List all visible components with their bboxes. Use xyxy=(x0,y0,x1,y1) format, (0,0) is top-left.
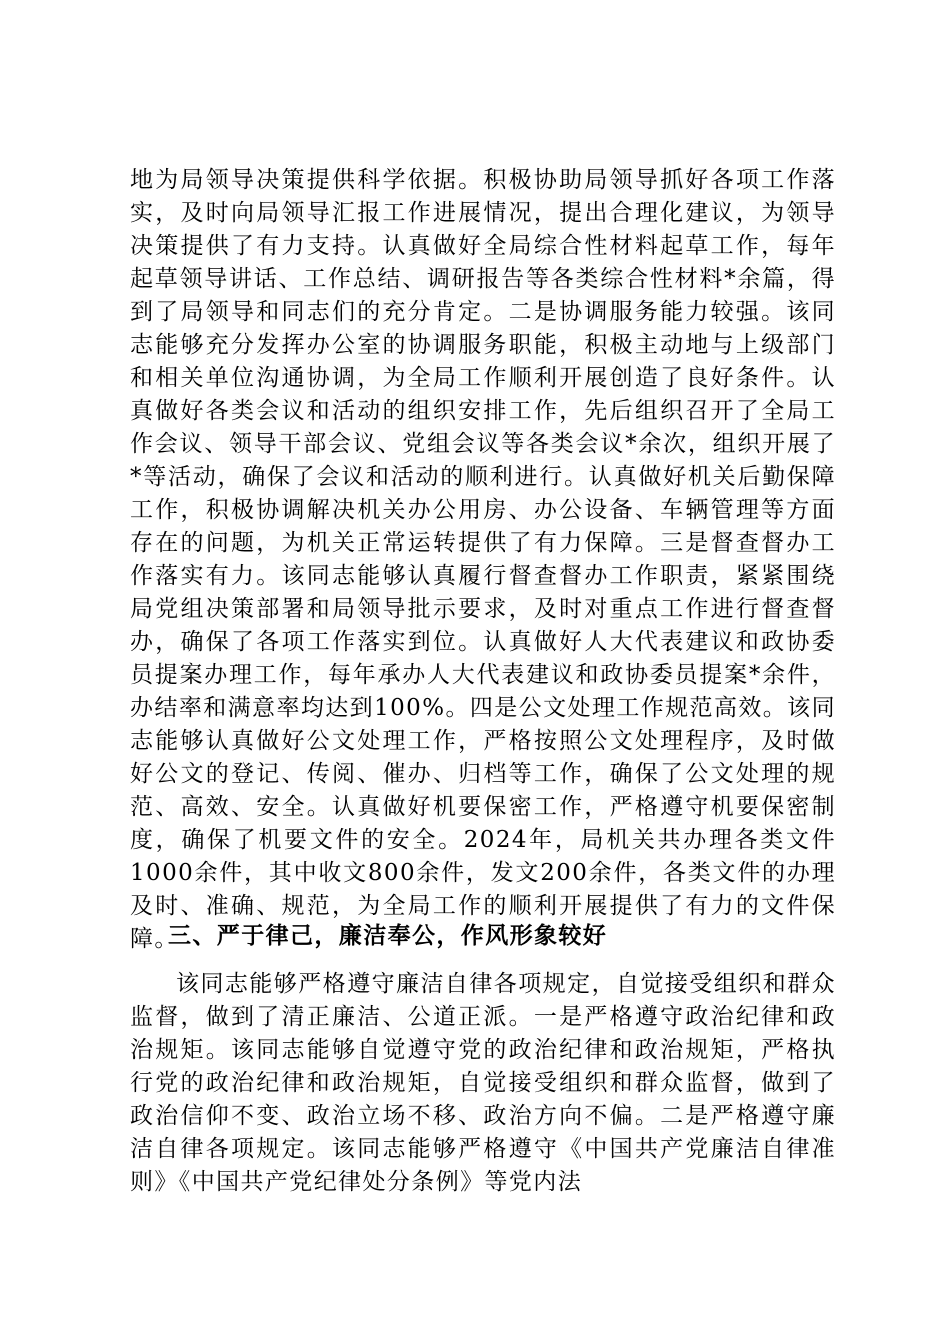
section-heading: 三、严于律己，廉洁奉公，作风形象较好 xyxy=(168,923,608,949)
section-paragraph: 该同志能够严格遵守廉洁自律各项规定，自觉接受组织和群众监督，做到了清正廉洁、公道正派。一是严格遵守政治纪律和政治规矩。该同志能够自觉遵守党的政治纪律和政治规矩，严格执行党的政治纪律和政治规矩，自觉接受组织和群众监督，做到了政治信仰不变、政治立场不移、政治方向不偏。二是严格遵守廉洁自律各项规定。该同志能够严格遵守《中国共产党廉洁自律准则》《中国共产党纪律处分条例》等党内法 xyxy=(130,971,836,1195)
body-paragraph-continued: 地为局领导决策提供科学依据。积极协助局领导抓好各项工作落实，及时向局领导汇报工作进展情况，提出合理化建议，为领导决策提供了有力支持。认真做好全局综合性材料起草工作，每年起草领导讲话、工作总结、调研报告等各类综合性材料*余篇，得到了局领导和同志们的充分肯定。二是协调服务能力较强。该同志能够充分发挥办公室的协调服务职能，积极主动地与上级部门和相关单位沟通协调，为全局工作顺利开展创造了良好条件。认真做好各类会议和活动的组织安排工作，先后组织召开了全局工作会议、领导干部会议、党组会议等各类会议*余次，组织开展了*等活动，确保了会议和活动的顺利进行。认真做好机关后勤保障工作，积极协调解决机关办公用房、办公设备、车辆管理等方面存在的问题，为机关正常运转提供了有力保障。三是督查督办工作落实有力。该同志能够认真履行督查督办工作职责，紧紧围绕局党组决策部署和局领导批示要求，及时对重点工作进行督查督办，确保了各项工作落实到位。认真做好人大代表建议和政协委员提案办理工作，每年承办人大代表建议和政协委员提案*余件，办结率和满意率均达到100%。四是公文处理工作规范高效。该同志能够认真做好公文处理工作，严格按照公文处理程序，及时做好公文的登记、传阅、催办、归档等工作，确保了公文处理的规范、高效、安全。认真做好机要保密工作，严格遵守机要保密制度，确保了机要文件的安全。2024年，局机关共办理各类文件1000余件，其中收文800余件，发文200余件，各类文件的办理及时、准确、规范，为全局工作的顺利开展提供了有力的文件保障。 xyxy=(130,167,836,952)
